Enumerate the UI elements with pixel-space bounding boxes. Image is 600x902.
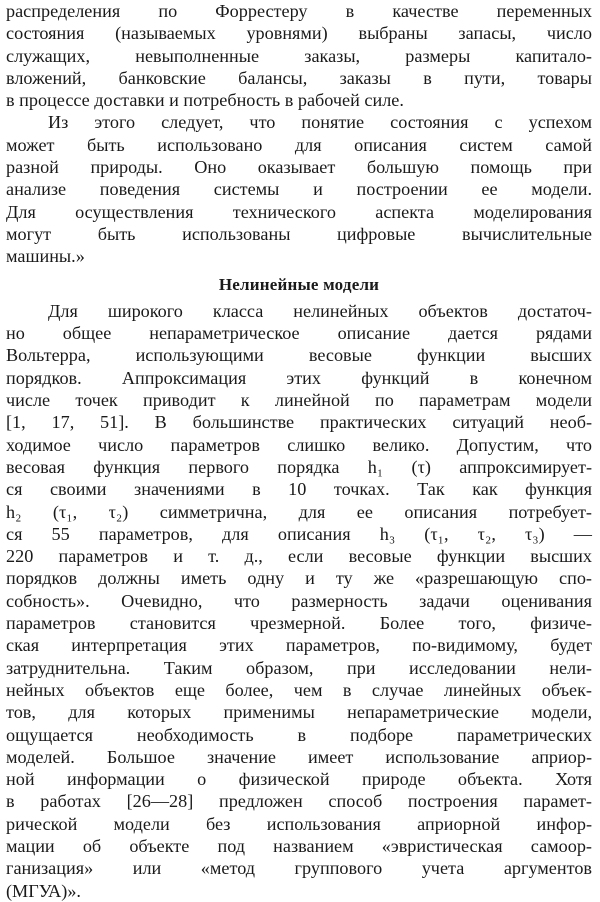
text-line: [1, 17, 51]. В большинстве практических ситуаций необ- [6,412,592,433]
text-line: машины.» [6,246,85,267]
text-line: порядков. Аппроксимация этих функций в конечном [6,367,592,388]
text-line: затруднительна. Таким образом, при исследовании нели- [6,657,592,678]
text-line: ходимое число параметров слишко велико. Допустим, что [6,434,592,455]
text-line: распределения по Форрестеру в качестве переменных [6,1,592,21]
text-line: разной природы. Оно оказывает большую помощь при [6,157,592,178]
text-line: порядков должны иметь одну и ту же «разрешающую спо- [6,568,592,589]
text-line: состояния (называемых уровнями) выбраны запасы, число [6,23,592,44]
text-line: Вольтерра, использующими весовые функции высших [6,345,592,366]
text-line: h₂ (τ₁, τ₂) симметрична, для ее описания потребует- [6,501,592,522]
text-line: собность». Очевидно, что размерность задачи оценивания [6,590,592,611]
text-line: ганизация» или «метод группового учета аргументов [6,858,592,879]
text-line: вложений, банковские балансы, заказы в пути, товары [6,67,592,88]
paragraph-state-concept [6,111,592,267]
text-line: ся 55 параметров, для описания h₃ (τ₁, τ₂, τ₃) — [6,523,592,544]
text-line: ной информации о физической природе объекта. Хотя [6,769,592,790]
document-page [6,0,592,902]
text-line: тов, для которых применимы непараметрические модели, [6,702,592,723]
text-line: весовая функция первого порядка h₁ (τ) аппроксимирует- [6,456,592,477]
text-line: параметров становится чрезмерной. Более того, физиче- [6,613,592,634]
text-line: числе точек приводит к линейной по параметрам модели [6,390,592,411]
section-heading: Нелинейные модели [218,274,380,294]
text-line: ощущается необходимость в подборе параметрических [6,724,592,745]
text-line: ся своими значениями в 10 точках. Так как функция [6,479,592,500]
text-line: но общее непараметрическое описание дается рядами [6,323,592,344]
text-line: Для осуществления технического аспекта моделирования [6,201,592,222]
text-line: мации об объекте под названием «эвристическая самоор- [6,835,592,856]
text-line: служащих, невыполненные заказы, размеры капитало- [6,45,592,66]
text-line: может быть использовано для описания систем самой [6,134,592,155]
text-line: рической модели без использования априорной инфор- [6,813,592,834]
text-line: (МГУА)». [6,880,81,901]
text-line: 220 параметров и т. д., если весовые функции высших [6,546,592,567]
text-line: моделей. Большое значение имеет использование априор- [6,746,592,767]
text-line: Для широкого класса нелинейных объектов достаточ- [48,300,592,321]
text-line: анализе поведения системы и построении ее модели. [6,179,592,200]
text-line: нейных объектов еще более, чем в случае линейных объек- [6,679,592,700]
text-line: в процессе доставки и потребность в рабочей силе. [6,90,404,111]
text-line: ская интерпретация этих параметров, по-видимому, будет [6,635,592,656]
paragraph-continuation [6,0,592,111]
text-line: Из этого следует, что понятие состояния с успехом [48,112,592,133]
text-line: в работах [26—28] предложен способ построения парамет- [6,791,592,812]
paragraph-nonlinear-models [6,300,592,902]
text-line: могут быть использованы цифровые вычислительные [6,223,592,244]
